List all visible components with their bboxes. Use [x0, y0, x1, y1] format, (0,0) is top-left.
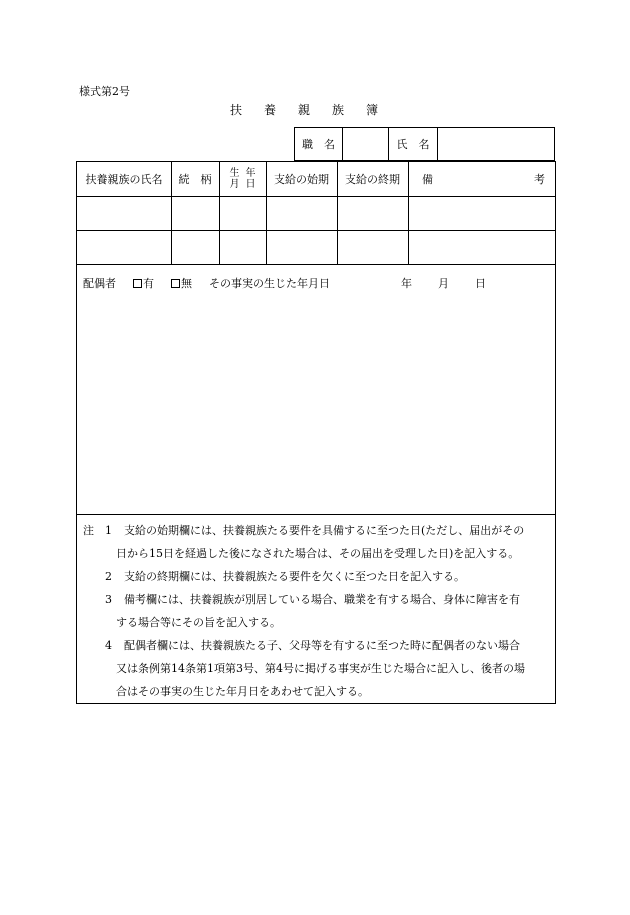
title-char: 養	[264, 103, 277, 117]
header-remarks-left: 備	[422, 173, 433, 186]
row2-name-cell[interactable]	[77, 230, 171, 264]
birth-char: 日	[245, 178, 256, 190]
title-char: 族	[332, 103, 345, 117]
row1-end-cell[interactable]	[337, 196, 408, 230]
spouse-yes-label: 有	[143, 277, 154, 290]
header-remarks-right: 考	[534, 173, 545, 186]
row2-remarks-cell[interactable]	[408, 230, 555, 264]
row2-birth-cell[interactable]	[219, 230, 266, 264]
row1-relationship-cell[interactable]	[171, 196, 219, 230]
row1-name-cell[interactable]	[77, 196, 171, 230]
birth-char: 年	[245, 167, 256, 179]
spouse-yes-checkbox[interactable]	[133, 279, 142, 288]
header-start	[266, 162, 337, 196]
month-label: 月	[438, 277, 449, 290]
note-text: 配偶者欄には、扶養親族たる子、父母等を有するに至つた時に配偶者のない場合	[124, 639, 520, 652]
header-start-text: 支給の始期	[274, 173, 329, 186]
position-input-cell[interactable]	[343, 128, 389, 160]
header-birthdate	[219, 162, 266, 196]
header-dependent-name	[77, 162, 171, 196]
position-label: 職 名	[302, 138, 335, 151]
title-char: 扶	[230, 103, 243, 117]
note-number: 3	[105, 593, 112, 606]
note-number: 4	[105, 639, 112, 652]
notes-section	[76, 514, 556, 704]
position-label-cell	[295, 128, 343, 160]
header-remarks	[408, 162, 555, 196]
spouse-no-label: 無	[181, 277, 192, 290]
row2-start-cell[interactable]	[266, 230, 337, 264]
birth-char: 月	[229, 178, 240, 190]
spouse-no-checkbox[interactable]	[171, 279, 180, 288]
header-relationship	[171, 162, 219, 196]
spouse-line	[83, 275, 486, 291]
staff-info-box	[294, 127, 555, 161]
birth-char: 生	[229, 167, 240, 179]
spouse-date-fields[interactable]	[401, 277, 486, 290]
name-input-cell[interactable]	[438, 128, 555, 160]
row1-remarks-cell[interactable]	[408, 196, 555, 230]
name-label: 氏 名	[396, 138, 430, 151]
title-char: 親	[298, 103, 311, 117]
note-text: 又は条例第14条第1項第3号、第4号に掲げる事実が生じた場合に記入し、後者の場	[116, 662, 525, 675]
header-end-text: 支給の終期	[345, 173, 400, 186]
notes-prefix: 注	[83, 524, 94, 537]
header-end	[337, 162, 408, 196]
row2-relationship-cell[interactable]	[171, 230, 219, 264]
spouse-label: 配偶者	[83, 277, 116, 290]
row1-start-cell[interactable]	[266, 196, 337, 230]
dependents-table	[76, 161, 556, 265]
document-title	[230, 104, 400, 116]
spouse-date-label: その事実の生じた年月日	[209, 277, 330, 290]
name-label-cell	[389, 128, 438, 160]
year-label: 年	[401, 277, 412, 290]
note-number: 1	[105, 524, 112, 537]
note-text: 備考欄には、扶養親族が別居している場合、職業を有する場合、身体に障害を有	[124, 593, 520, 606]
row2-end-cell[interactable]	[337, 230, 408, 264]
row1-birth-cell[interactable]	[219, 196, 266, 230]
note-text: 日から15日を経過した後になされた場合は、その届出を受理した日)を記入する。	[116, 547, 520, 560]
form-number: 様式第2号	[79, 85, 130, 98]
note-text: 合はその事実の生じた年月日をあわせて記入する。	[116, 685, 369, 698]
note-text: 支給の終期欄には、扶養親族たる要件を欠くに至つた日を記入する。	[124, 570, 465, 583]
note-text: する場合等にその旨を記入する。	[116, 616, 281, 629]
note-text: 支給の始期欄には、扶養親族たる要件を具備するに至つた日(ただし、届出がその	[124, 524, 525, 537]
title-char: 簿	[366, 103, 379, 117]
note-number: 2	[105, 570, 112, 583]
header-dependent-name-text: 扶養親族の氏名	[85, 173, 163, 186]
spouse-section	[76, 264, 556, 515]
header-relationship-text: 続 柄	[178, 173, 212, 186]
day-label: 日	[475, 277, 486, 290]
